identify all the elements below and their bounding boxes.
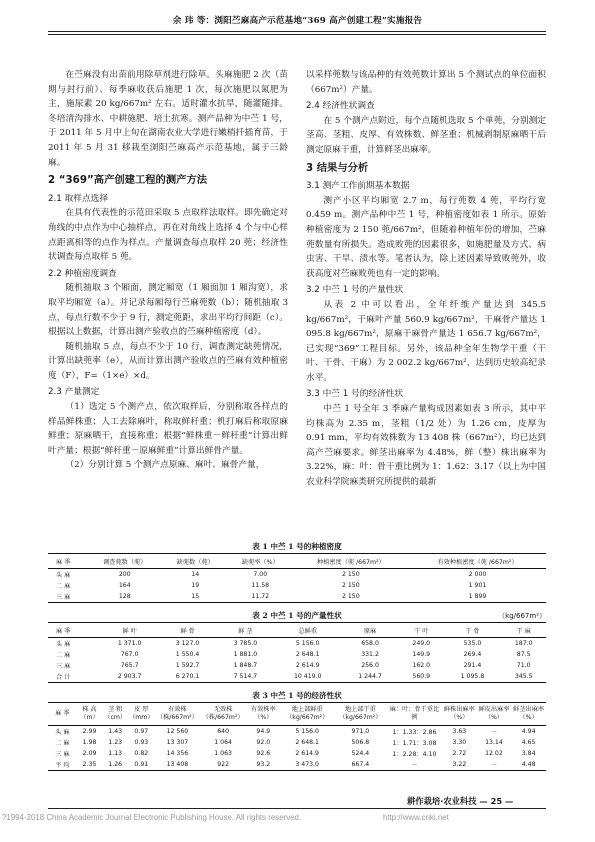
right-column (306, 68, 546, 490)
table-cell: 1 095.8 (444, 671, 502, 683)
table-cell: 1：1.71：3.08 (392, 740, 437, 747)
table-cell: 1.98 (82, 739, 97, 746)
table1 (48, 553, 546, 603)
table-cell: 1 064 (214, 739, 232, 746)
table-cell: 1 244.7 (341, 671, 399, 683)
table-cell: 2 150 (341, 571, 360, 578)
table-cell: 头 麻 (56, 641, 71, 648)
table2 (48, 622, 546, 683)
table-cell: 506.8 (351, 739, 370, 746)
table3-header: 鲜皮出麻率（%） (477, 703, 512, 726)
table-cell: 93.2 (246, 759, 281, 771)
table-cell: 3 785.0 (233, 640, 258, 647)
paragraph: 以采样蔸数与该品种的有效蔸数计算出 5 个测试点的单位面积（667m²）产量。 (306, 70, 546, 95)
table-cell: 11.58 (251, 582, 270, 589)
table-cell: 平 均 (48, 759, 77, 771)
table-cell: 2 614.9 (295, 750, 319, 757)
table-cell: 71.0 (516, 662, 531, 669)
table-cell: 7 514.7 (216, 671, 274, 683)
table-row (48, 759, 546, 771)
table-cell: 767.0 (120, 651, 139, 658)
table-cell: 128 (87, 591, 163, 603)
table-cell: 2 150 (293, 591, 409, 603)
table-row (48, 726, 546, 738)
table-cell: 3.63 (452, 728, 467, 735)
table3-caption: 表 3 中苎 1 号的经济性状 (252, 691, 342, 700)
table-cell: 0.93 (134, 739, 149, 746)
table-cell: 13.14 (485, 739, 503, 746)
footer-rule (48, 808, 546, 809)
table-cell: － (387, 759, 442, 771)
table-cell: 1 848.7 (233, 662, 258, 669)
table2-header: 鲜 骨 (159, 623, 217, 638)
table2-header: 干 麻 (501, 623, 546, 638)
table-cell: 1 592.7 (175, 662, 200, 669)
table-cell: 1 881.0 (233, 651, 258, 658)
magazine-footer: 耕作栽培·农业科技 — 25 — (407, 796, 514, 806)
table1-caption: 表 1 中苎 1 号的种植密度 (252, 542, 342, 551)
copyright-notice: ?1994-2018 China Academic Journal Electronic Publishing House. All rights reserved. (2, 813, 302, 822)
table-cell: 12.02 (485, 750, 503, 757)
table-cell: 2.09 (82, 750, 97, 757)
table-cell: 765.7 (120, 662, 139, 669)
table-cell: 0.91 (128, 759, 154, 771)
table3-header: 有效株（株/667m²） (155, 703, 201, 726)
table2-header: 原麻 (341, 623, 399, 638)
paragraph: 从表 2 中可以看出，全年纤维产量达到 345.5 kg/667m²，干麻叶产量 560.9 kg/667m²，干麻骨产量达 1 095.8 kg/667m²，原麻干麻骨产量达 1 656.7 kg/667m²，已实现“369”工程目标。另外，该品种全年生物学干重（干叶、干骨、干麻）为 2 002.2 kg/667m²，达到历史较高纪录水平。 (306, 299, 546, 383)
subsection-heading: 2.1 取样点选择 (48, 193, 109, 204)
subsection-heading: 2.3 产量测定 (48, 387, 100, 398)
table-cell: 合 计 (48, 671, 101, 683)
table-cell: 2 903.7 (101, 671, 159, 683)
table3-header: 鲜株出麻率（%） (442, 703, 477, 726)
table-cell: － (477, 759, 512, 771)
table-cell: 2.99 (82, 728, 97, 735)
table-cell: 971.0 (351, 728, 370, 735)
table-cell: 三 麻 (56, 663, 71, 670)
table-cell: 331.2 (361, 651, 379, 658)
table-cell: 2 614.9 (295, 662, 320, 669)
subsection-heading: 3.1 测产工作前期基本数据 (306, 181, 410, 192)
table-cell: 1：1.33：2.86 (392, 729, 437, 736)
table2-caption: 表 2 中苎 1 号的产量性状 (252, 611, 342, 620)
table-cell: 1.26 (102, 759, 128, 771)
table-cell: 1 899 (409, 591, 546, 603)
table-cell: 162.0 (412, 662, 431, 669)
table2-header: 总鲜重 (274, 623, 341, 638)
section-heading: 3 结果与分析 (306, 161, 369, 174)
table1-header: 缺蔸率（%） (228, 554, 293, 569)
table3-header: 鲜茎出麻率（%） (511, 703, 546, 726)
table1-header: 缺蔸数（蔸） (163, 554, 228, 569)
table-row (48, 638, 546, 650)
paragraph: 在 5 个测产点附近，每个点随机选取 5 个单蔸，分别测定茎高、茎粗、皮厚、有效株数、鲜茎重；机械剥制原麻晒干后测定原麻干重，计算鲜茎出麻率。 (306, 115, 546, 155)
table-cell: 87.5 (516, 651, 531, 658)
table-row (48, 737, 546, 748)
table1-header: 麻 季 (48, 554, 87, 569)
table-cell: 524.4 (351, 750, 370, 757)
table2-header: 麻 季 (48, 623, 101, 638)
table-cell: 2.35 (77, 759, 103, 771)
table-cell: 二 麻 (56, 652, 71, 659)
header-rule-top (48, 31, 546, 32)
table-cell: 10 419.0 (274, 671, 341, 683)
table-cell: 535.0 (463, 640, 482, 647)
table-cell: 0.82 (134, 750, 149, 757)
table-cell: 二 麻 (56, 583, 71, 590)
table2-header: 鲜 茎 (216, 623, 274, 638)
table-cell: 667.4 (334, 759, 387, 771)
subsection-heading: 2.2 种植密度调查 (48, 268, 117, 279)
table-cell: 92.0 (256, 739, 271, 746)
paragraph: 随机抽取 5 点，每点不少于 10 行，调查测定缺蔸情况，计算出缺蔸率（e），从而计算出测产验收点的苎麻有效种植密度（F），F=（1×e）×d。 (48, 341, 288, 381)
table-cell: 7.00 (253, 571, 268, 578)
table-row (48, 649, 546, 660)
table-cell: 345.5 (501, 671, 546, 683)
table-cell: 3.30 (452, 739, 467, 746)
table-cell: 1 550.4 (175, 651, 200, 658)
table3-header: 麻：叶：骨干重比例 (387, 703, 442, 726)
table1-header: 有效种植密度（蔸 /667m²） (409, 554, 546, 569)
header-rule-bottom (48, 34, 546, 35)
table-cell: 256.0 (361, 662, 379, 669)
table-cell: 1.23 (108, 739, 123, 746)
table-cell: 658.0 (361, 640, 379, 647)
table3-header: 茎 粗（cm） (102, 703, 128, 726)
table-cell: 560.9 (399, 671, 444, 683)
table-cell: 三 麻 (55, 751, 70, 758)
section-heading: 2 “369”高产创建工程的测产方法 (48, 174, 208, 187)
table-cell: 3 473.0 (281, 759, 334, 771)
table3-header: 地上部鲜重（kg/667m²） (281, 703, 334, 726)
table-cell: 19 (191, 582, 200, 589)
table1-header: 调查蔸数（蔸） (87, 554, 163, 569)
table-cell: 94.9 (256, 728, 271, 735)
cnki-link[interactable]: http://www.cnki.net (383, 813, 449, 822)
table-cell: 2 648.1 (295, 739, 319, 746)
table3-header: 麻 季 (48, 703, 77, 726)
table-cell: 5 156.0 (295, 728, 319, 735)
table-cell: 13 408 (155, 759, 201, 771)
table3-header: 皮 厚（mm） (128, 703, 154, 726)
table-cell: 3 127.0 (175, 640, 200, 647)
table-cell: 1：2.28：4.10 (392, 751, 437, 758)
table-cell: 4.65 (521, 739, 536, 746)
table-cell: 14 (191, 571, 200, 578)
table-cell: 164 (118, 582, 131, 589)
table-cell: 1.43 (108, 728, 123, 735)
table-cell: 13 307 (166, 739, 189, 746)
paragraph: 随机抽取 3 个厢面，测定厢宽（1 厢面加 1 厢沟宽），求取平均厢宽（a）。并记录每厢每行苎麻蔸数（b）；随机抽取 3 点，每点行数不少于 9 行，测定蔸距，求出平均行间距（c）。根据以上数据，计算出测产验收点的苎麻种植密度（d）。 (48, 283, 288, 338)
paragraph: 测产小区平均厢宽 2.7 m，每行蔸数 4 蔸，平均行宽 0.459 m。测产品种中苎 1 号，种植密度如表 1 所示。原始种植密度为 2 150 蔸/667m²，但随着种植年份的增加，苎麻蔸数量有所损失。造成败蔸的因素很多，如施肥量及方式、病虫害、干旱、渍水等。笔者认为，除上述因素导致败蔸外，收获高度对苎麻败蔸也有一定的影响。 (306, 195, 546, 279)
table-cell: 187.0 (514, 640, 533, 647)
table-row (48, 671, 546, 683)
table2-header: 干 叶 (399, 623, 444, 638)
paragraph: 中苎 1 号全年 3 季麻产量构成因素如表 3 所示，其中平均株高为 2.35 m，茎粗（1/2 处）为 1.26 cm，皮厚为 0.91 mm，平均有效株数为 13 408 株（667m²），均已达到高产苎麻要求。鲜茎出麻率为 4.48%，鲜（整）株出麻率为 3.22%，麻：叶：骨干重比例为 1：1.62：3.17（以上为中国农业科学院麻类研究所提供的最新 (306, 404, 546, 488)
table-cell: 1.13 (108, 750, 123, 757)
table-cell: 3.84 (521, 750, 536, 757)
table-cell: 11.72 (228, 591, 293, 603)
table-row (48, 748, 546, 759)
tables-area (48, 540, 546, 771)
table-cell: 1 371.0 (117, 640, 142, 647)
subsection-heading: 3.3 中苎 1 号的经济性状 (306, 389, 404, 400)
table-cell: 2 648.1 (295, 651, 320, 658)
table3-header: 株 高（m） (77, 703, 103, 726)
table-cell: 14 356 (166, 750, 189, 757)
paragraph: 在苎麻没有出苗前用除草剂进行除草。头麻施肥 2 次（苗期与封行前）、每季麻收获后施肥 1 次，每次施肥以氮肥为主，施尿素 20 kg/667m² 左右。适时灌水抗旱，随灌随排。冬培清沟排水、中耕施肥、培土抗寒。测产品种为中苎 1 号，于 2011 年 5 月中上旬在湖南农业大学进行嫩梢扦插育苗，于 2011 年 5 月 31 移栽至浏阳苎麻高产示范基地，属于三龄麻。 (48, 70, 288, 168)
left-column (48, 68, 288, 473)
table-cell: 5 156.0 (295, 640, 320, 647)
table2-header: 干 骨 (444, 623, 502, 638)
table3-header: 地上部干重（kg/667m²） (334, 703, 387, 726)
table-row (48, 660, 546, 671)
table2-header: 鲜 叶 (101, 623, 159, 638)
table1-header: 种植密度（蔸 /667m²） (293, 554, 409, 569)
table-cell: 15 (163, 591, 228, 603)
table-row (48, 591, 546, 603)
table-cell: 2.72 (452, 750, 467, 757)
subsection-heading: 2.4 经济性状调查 (306, 101, 375, 112)
table3-header: 无效株（株/667m²） (200, 703, 246, 726)
table2-unit: （kg/667m²） (498, 612, 546, 620)
table-cell: 291.4 (463, 662, 482, 669)
table-cell: － (490, 729, 498, 736)
paragraph: 在具有代表性的示范田采取 5 点取样法取样。即先确定对角线的中点作为中心抽样点，再在对角线上选择 4 个与中心样点距离相等的点作为样点。产量调查每点取样 20 蔸；经济性状调查每点取样 5 蔸。 (48, 208, 288, 263)
table-cell: 二 麻 (55, 740, 70, 747)
table-cell: 4.48 (511, 759, 546, 771)
table-cell: 3.22 (442, 759, 477, 771)
table-cell: 200 (118, 571, 131, 578)
running-header: 余 玮 等：浏阳苎麻高产示范基地“369 高产创建工程”实施报告 (172, 16, 423, 26)
table-cell: 269.4 (463, 651, 482, 658)
paragraph: （1）选定 5 个测产点，依次取样后，分别称取各样点的样品鲜株重；人工去除麻叶，称取鲜秆重；机打麻后称取原麻鲜重；原麻晒干，直接称重；根据“鲜株重－鲜秆重”计算出鲜叶产量；根据“鲜秆重－原麻鲜重”计算出鲜骨产量。 (48, 402, 288, 456)
table3-header: 有效株率（%） (246, 703, 281, 726)
subsection-heading: 3.2 中苎 1 号的产量性状 (306, 285, 404, 296)
table-row (48, 580, 546, 591)
table-cell: 1 063 (214, 750, 232, 757)
table-cell: 6 270.1 (159, 671, 217, 683)
table-cell: 149.9 (412, 651, 431, 658)
table-cell: 2 000 (468, 571, 487, 578)
table-cell: 12 560 (166, 728, 189, 735)
table-cell: 头 麻 (55, 729, 70, 736)
table-cell: 1 901 (468, 582, 487, 589)
table-cell: 4.94 (521, 728, 536, 735)
table-cell: 640 (217, 728, 230, 735)
paragraph: （2）分别计算 5 个测产点原麻、麻叶、麻骨产量， (65, 460, 265, 471)
table3 (48, 702, 546, 771)
table-cell: 0.97 (134, 728, 149, 735)
table-cell: 头 麻 (56, 572, 71, 579)
table-row (48, 569, 546, 581)
table-cell: 2 150 (341, 582, 360, 589)
table-cell: 922 (200, 759, 246, 771)
table-cell: 92.6 (256, 750, 271, 757)
table-cell: 249.0 (412, 640, 431, 647)
table-cell: 三 麻 (48, 591, 87, 603)
